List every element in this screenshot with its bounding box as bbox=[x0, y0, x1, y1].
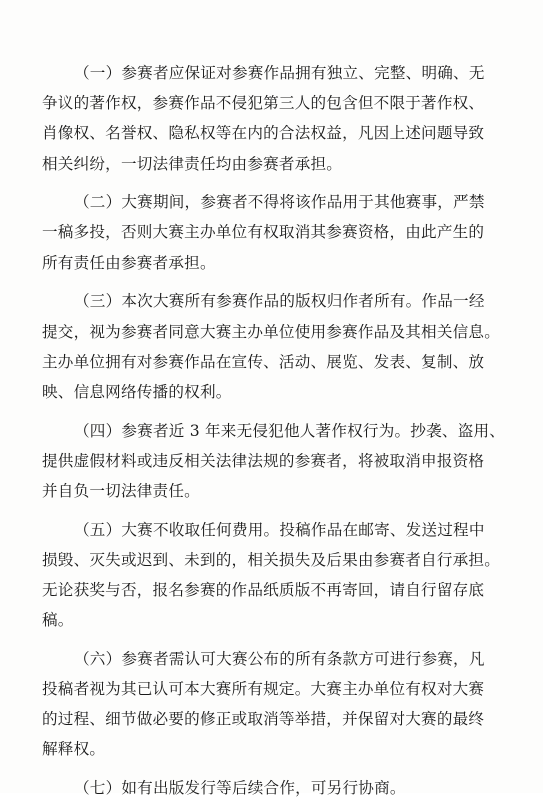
paragraph-spacer bbox=[42, 407, 510, 416]
paragraph-5 bbox=[42, 515, 510, 636]
paragraph-3 bbox=[42, 286, 510, 407]
paragraph-1 bbox=[42, 58, 510, 179]
paragraph-line: 主办单位拥有对参赛作品在宣传、活动、展览、发表、复制、放 bbox=[42, 352, 485, 371]
paragraph-line: 无论获奖与否，报名参赛的作品纸质版不再寄回，请自行留存底 bbox=[42, 581, 485, 599]
paragraph-line: （一）参赛者应保证对参赛作品拥有独立、完整、明确、无 bbox=[74, 64, 485, 82]
paragraph-7 bbox=[42, 773, 510, 803]
paragraph-spacer bbox=[42, 506, 510, 515]
paragraph-line: 提供虚假材料或违反相关法律法规的参赛者，将被取消申报资格 bbox=[42, 451, 485, 470]
paragraph-line: （五）大赛不收取任何费用。投稿作品在邮寄、发送过程中 bbox=[74, 520, 485, 539]
paragraph-line: 肖像权、名誉权、隐私权等在内的合法权益，凡因上述问题导致 bbox=[42, 124, 485, 143]
document-body bbox=[42, 58, 510, 803]
paragraph-6 bbox=[42, 644, 510, 765]
paragraph-spacer bbox=[42, 179, 510, 188]
paragraph-spacer bbox=[42, 278, 510, 287]
paragraph-line: 提交，视为参赛者同意大赛主办单位使用参赛作品及其相关信息。 bbox=[42, 322, 501, 341]
paragraph-line: （四）参赛者近 3 年来无侵犯他人著作权行为。抄袭、盗用、 bbox=[74, 421, 506, 440]
paragraph-2 bbox=[42, 187, 510, 278]
paragraph-line: （六）参赛者需认可大赛公布的所有条款方可进行参赛，凡 bbox=[74, 649, 485, 668]
paragraph-line: 的过程、细节做必要的修正或取消等举措，并保留对大赛的最终 bbox=[42, 710, 485, 729]
paragraph-line: 投稿者视为其已认可本大赛所有规定。大赛主办单位有权对大赛 bbox=[42, 680, 485, 699]
paragraph-line: 稿。 bbox=[42, 611, 74, 630]
paragraph-line: 所有责任由参赛者承担。 bbox=[42, 253, 216, 272]
paragraph-line: （七）如有出版发行等后续合作，可另行协商。 bbox=[74, 779, 406, 798]
paragraph-line: 并自负一切法律责任。 bbox=[42, 481, 200, 500]
paragraph-line: 映、信息网络传播的权利。 bbox=[42, 382, 232, 401]
paragraph-line: 损毁、灭失或迟到、未到的，相关损失及后果由参赛者自行承担。 bbox=[42, 550, 501, 569]
paragraph-4 bbox=[42, 416, 510, 507]
paragraph-line: （二）大赛期间，参赛者不得将该作品用于其他赛事，严禁 bbox=[74, 193, 485, 212]
paragraph-spacer bbox=[42, 635, 510, 644]
paragraph-spacer bbox=[42, 765, 510, 774]
paragraph-line: 一稿多投，否则大赛主办单位有权取消其参赛资格，由此产生的 bbox=[42, 223, 485, 242]
paragraph-line: 争议的著作权，参赛作品不侵犯第三人的包含但不限于著作权、 bbox=[42, 94, 485, 113]
paragraph-line: 相关纠纷，一切法律责任均由参赛者承担。 bbox=[42, 154, 343, 173]
paragraph-line: 解释权。 bbox=[42, 740, 106, 759]
paragraph-line: （三）本次大赛所有参赛作品的版权归作者所有。作品一经 bbox=[74, 292, 485, 311]
